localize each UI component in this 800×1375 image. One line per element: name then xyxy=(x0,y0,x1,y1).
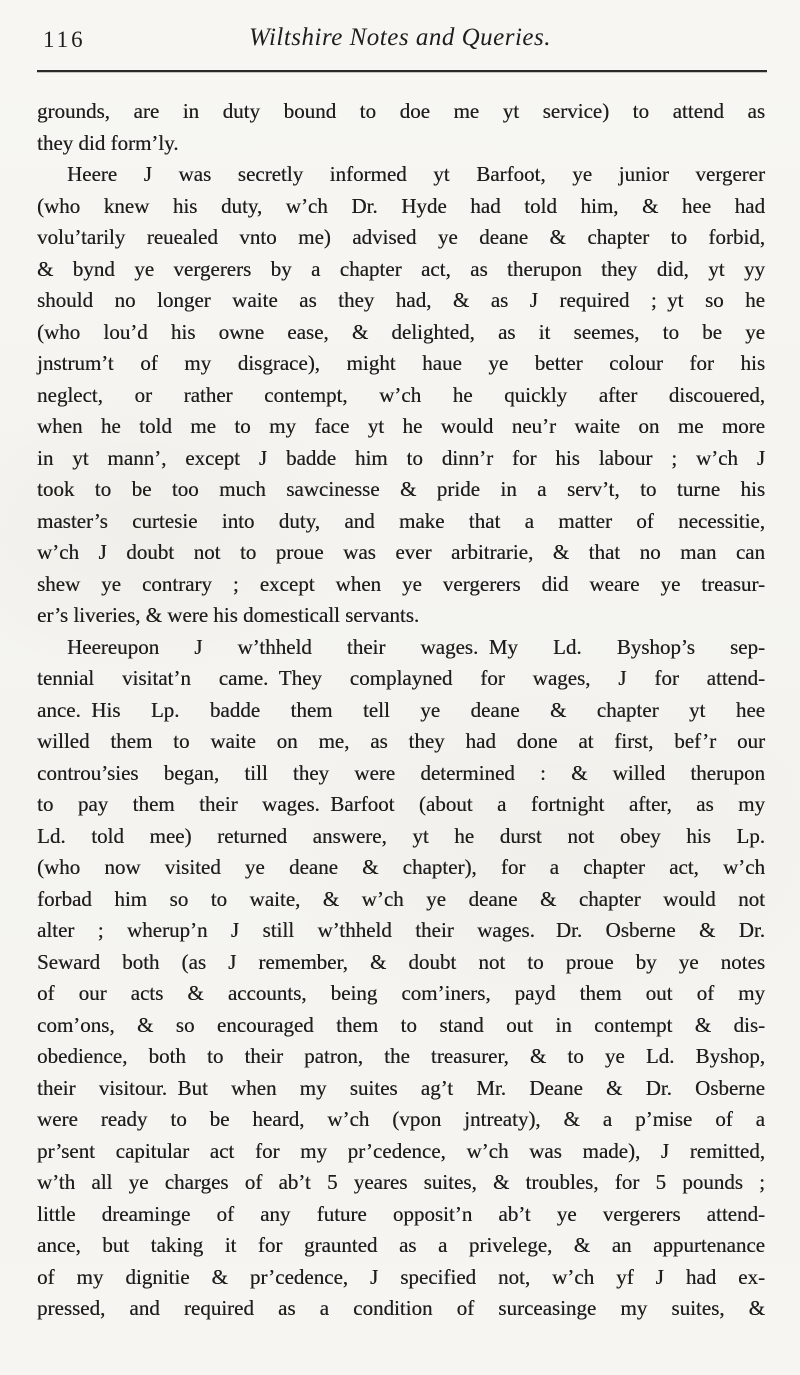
page-number: 116 xyxy=(43,27,86,52)
text-line: volu’tarily reuealed vnto me) advised ye deane & chapter to forbid, xyxy=(37,225,765,249)
page-header xyxy=(0,0,800,68)
text-line: obedience, both to their patron, the treasurer, & to ye Ld. Byshop, xyxy=(37,1044,765,1068)
text-line: were ready to be heard, w’ch (vpon jntreaty), & a p’mise of a xyxy=(37,1107,765,1131)
running-title: Wiltshire Notes and Queries. xyxy=(249,24,551,51)
text-line: w’th all ye charges of ab’t 5 yeares suites, & troubles, for 5 pounds ; xyxy=(37,1170,765,1194)
text-line: to pay them their wages. Barfoot (about a fortnight after, as my xyxy=(37,792,765,816)
text-line: tennial visitat’n came. They complayned for wages, J for attend- xyxy=(37,666,765,690)
text-line: Ld. told mee) returned answere, yt he durst not obey his Lp. xyxy=(37,823,765,848)
text-line: neglect, or rather contempt, w’ch he quickly after discouered, xyxy=(37,382,765,407)
page-body xyxy=(37,96,765,1325)
text-line: in yt mann’, except J badde him to dinn’r for his labour ; w’ch J xyxy=(37,445,765,470)
text-line: forbad him so to waite, & w’ch ye deane & chapter would not xyxy=(37,886,765,911)
text-line: (who knew his duty, w’ch Dr. Hyde had told him, & hee had xyxy=(37,193,765,218)
text-line: Heereupon J w’thheld their wages. My Ld. Byshop’s sep- xyxy=(67,634,765,659)
text-line: pr’sent capitular act for my pr’cedence, w’ch was made), J remitted, xyxy=(37,1138,765,1163)
text-line: shew ye contrary ; except when ye vergerers did weare ye treasur- xyxy=(37,571,765,596)
text-line: alter ; wherup’n J still w’thheld their wages. Dr. Osberne & Dr. xyxy=(37,918,765,942)
text-line: controu’sies began, till they were determined : & willed therupon xyxy=(37,760,765,785)
text-line: their visitour. But when my suites ag’t Mr. Deane & Dr. Osberne xyxy=(37,1075,765,1100)
text-line: of our acts & accounts, being com’iners, payd them out of my xyxy=(37,981,765,1005)
text-line: ance, but taking it for graunted as a privelege, & an appurtenance xyxy=(37,1233,765,1257)
text-line: pressed, and required as a condition of surceasinge my suites, & xyxy=(37,1296,765,1320)
text-line: willed them to waite on me, as they had done at first, bef’r our xyxy=(37,729,765,753)
text-line: jnstrum’t of my disgrace), might haue ye better colour for his xyxy=(37,351,765,375)
text-line: w’ch J doubt not to proue was ever arbitrarie, & that no man can xyxy=(37,540,765,564)
text-line: & bynd ye vergerers by a chapter act, as therupon they did, yt yy xyxy=(37,256,765,281)
text-line: com’ons, & so encouraged them to stand out in contempt & dis- xyxy=(37,1012,765,1037)
text-line: (who now visited ye deane & chapter), for a chapter act, w’ch xyxy=(37,855,765,879)
text-line: ance. His Lp. badde them tell ye deane & chapter yt hee xyxy=(37,697,765,722)
text-line: of my dignitie & pr’cedence, J specified not, w’ch yf J had ex- xyxy=(37,1264,765,1289)
text-line: Heere J was secretly informed yt Barfoot, ye junior vergerer xyxy=(67,162,765,186)
text-line: grounds, are in duty bound to doe me yt service) to attend as xyxy=(37,99,765,123)
text-line: er’s liveries, & were his domesticall servants. xyxy=(37,603,420,627)
text-line: took to be too much sawcinesse & pride in a serv’t, to turne his xyxy=(37,477,765,501)
header-rule xyxy=(37,70,767,72)
text-line: Seward both (as J remember, & doubt not to proue by ye notes xyxy=(37,949,765,974)
text-line: when he told me to my face yt he would neu’r waite on me more xyxy=(37,414,765,438)
text-line: master’s curtesie into duty, and make that a matter of necessitie, xyxy=(37,508,765,533)
text-line: little dreaminge of any future opposit’n ab’t ye vergerers attend- xyxy=(37,1201,765,1226)
text-line: they did form’ly. xyxy=(37,130,179,155)
text-line: (who lou’d his owne ease, & delighted, as it seemes, to be ye xyxy=(37,319,765,344)
text-line: should no longer waite as they had, & as J required ; yt so he xyxy=(37,288,765,312)
